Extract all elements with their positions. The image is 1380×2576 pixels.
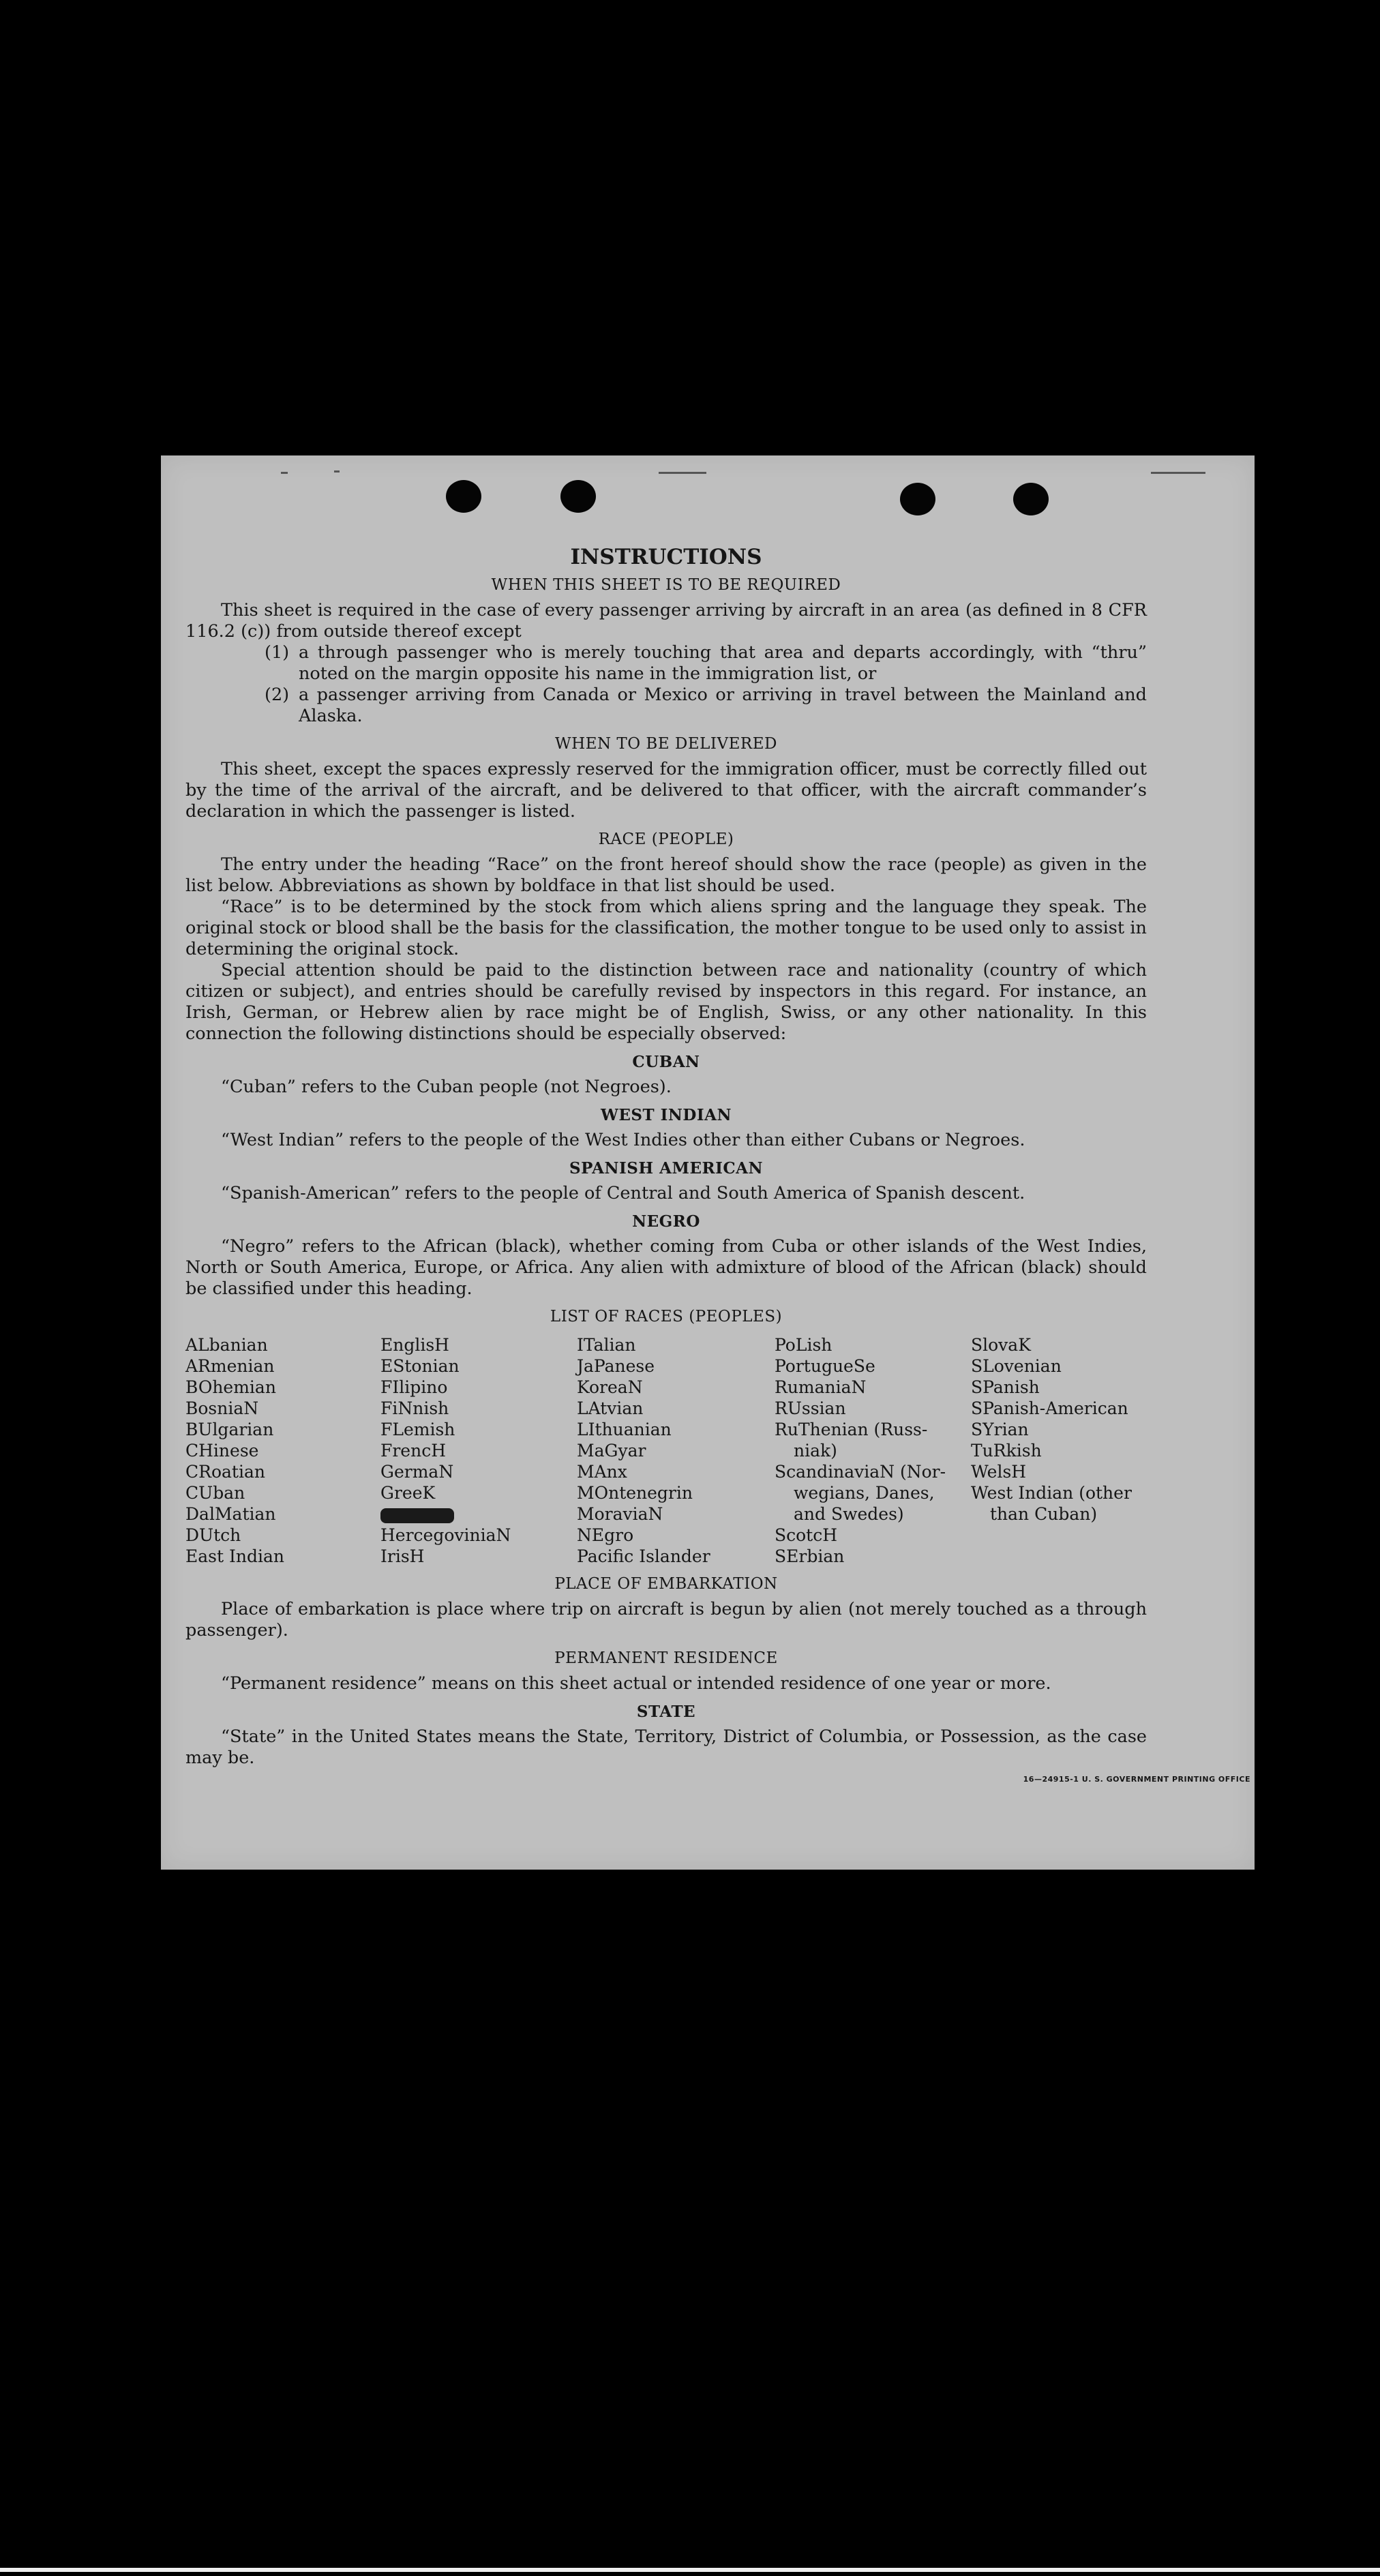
race-entry-redacted [380,1503,577,1525]
race-entry: Pacific Islander [577,1546,710,1566]
scan-mark [659,472,706,474]
race-entry: FrencH [380,1441,446,1461]
state-text: “State” in the United States means the State, Territory, District of Columbia, or Possession, as the case may be. [185,1726,1147,1768]
when-required-intro: This sheet is required in the case of every passenger arriving by aircraft in an area (as defined in 8 CFR 116.2 (c)) from outside thereof except [185,600,1147,642]
race-entry: PortugueSe [775,1356,875,1376]
heading-embarkation: PLACE OF EMBARKATION [554,1575,778,1593]
heading-negro: NEGRO [632,1212,700,1231]
exception-text: a passenger arriving from Canada or Mexico or arriving in travel between the Mainland and Alaska. [299,685,1147,726]
race-entry: BUlgarian [185,1420,274,1439]
punch-hole [560,480,596,513]
races-column [380,1334,577,1567]
punch-hole [446,480,481,513]
race-entry: FIlipino [380,1377,448,1397]
race-entry: BOhemian [185,1377,276,1397]
race-paragraph-2: “Race” is to be determined by the stock from which aliens spring and the language they speak. The original stock or blood shall be the basis for the classification, the mother tongue to be used only to assist in determining the original stock. [185,897,1147,959]
race-entry: MoraviaN [577,1504,663,1524]
exception-number: (1) [265,642,290,663]
scan-mark [334,470,340,473]
exception-text: a through passenger who is merely touching that area and departs accordingly, with “thru” noted on the margin opposite his name in the immigration list, or [299,642,1147,684]
race-entry: SYrian [971,1420,1029,1439]
footer-row [185,1769,1250,1790]
embarkation-text: Place of embarkation is place where trip on aircraft is begun by alien (not merely touched as a through passenger). [185,1599,1147,1641]
race-entry: ITalian [577,1335,636,1355]
race-entry: LAtvian [577,1398,644,1418]
negro-text: “Negro” refers to the African (black), whether coming from Cuba or other islands of the West Indies, North or South America, Europe, or Africa. Any alien with admixture of blood of the African (black) should be classified under this heading. [185,1236,1147,1299]
race-entry: FiNnish [380,1398,449,1418]
race-entry: IrisH [380,1546,425,1566]
heading-race: RACE (PEOPLE) [598,830,734,848]
race-entry: ARmenian [185,1356,275,1376]
race-paragraph-3: Special attention should be paid to the distinction between race and nationality (country of which citizen or subject), and entries should be carefully revised by inspectors in this regard. For instance, an Irish, German, or Hebrew alien by race might be of English, Swiss, or any other nationality. In this connection the following distinctions should be especially observed: [185,960,1147,1044]
scan-mark [281,472,288,474]
print-code: 16—24915-1 U. S. GOVERNMENT PRINTING OFFICE [1023,1775,1250,1784]
page-title: INSTRUCTIONS [570,545,762,569]
race-entry: East Indian [185,1546,284,1566]
race-entry: ScotcH [775,1525,838,1545]
race-entry: RuThenian (Russ- [775,1420,928,1439]
races-list [185,1334,1147,1567]
race-entry: HercegoviniaN [380,1525,511,1545]
race-entry: CRoatian [185,1462,265,1482]
race-entry: NEgro [577,1525,634,1545]
race-entry-continued: wegians, Danes, [794,1483,935,1503]
race-entry: KoreaN [577,1377,643,1397]
race-entry: DUtch [185,1525,241,1545]
race-entry: MOntenegrin [577,1483,693,1503]
race-entry: EStonian [380,1356,460,1376]
exception-number: (2) [265,685,290,705]
heading-cuban: CUBAN [632,1053,700,1071]
race-entry: SErbian [775,1546,845,1566]
race-entry: SLovenian [971,1356,1062,1376]
race-entry: MaGyar [577,1441,646,1461]
race-entry-continued: niak) [794,1441,837,1461]
residence-text: “Permanent residence” means on this sheet actual or intended residence of one year or more. [221,1673,1051,1694]
when-delivered-text: This sheet, except the spaces expressly reserved for the immigration officer, must be correctly filled out by the time of the arrival of the aircraft, and be delivered to that officer, with the aircraft commander’s declaration in which the passenger is listed. [185,759,1147,822]
heading-west-indian: WEST INDIAN [601,1106,732,1124]
exception-item [265,642,1147,685]
race-entry: RUssian [775,1398,846,1418]
scan-edge-line [0,2568,1380,2572]
cuban-text: “Cuban” refers to the Cuban people (not Negroes). [221,1077,672,1097]
race-entry: FLemish [380,1420,455,1439]
heading-races-list: LIST OF RACES (PEOPLES) [550,1308,783,1326]
race-entry: WelsH [971,1462,1027,1482]
race-entry: CHinese [185,1441,259,1461]
heading-residence: PERMANENT RESIDENCE [554,1649,778,1667]
race-entry: CUban [185,1483,245,1503]
race-entry: GreeK [380,1483,436,1503]
heading-when-delivered: WHEN TO BE DELIVERED [555,735,777,753]
race-entry: ScandinaviaN (Nor- [775,1462,946,1482]
race-entry: BosniaN [185,1398,259,1418]
punch-hole [1013,483,1049,515]
race-entry: GermaN [380,1462,454,1482]
race-entry: TuRkish [971,1441,1042,1461]
redaction-mark [380,1508,454,1523]
sheet-content [185,545,1250,1790]
race-entry-continued: than Cuban) [990,1504,1098,1524]
west-indian-text: “West Indian” refers to the people of the West Indies other than either Cubans or Negroes. [221,1130,1025,1150]
race-entry: PoLish [775,1335,832,1355]
race-paragraph-1: The entry under the heading “Race” on the front hereof should show the race (people) as given in the list below. Abbreviations as shown by boldface in that list should be used. [185,854,1147,896]
races-column [971,1334,1141,1567]
heading-spanish-american: SPANISH AMERICAN [569,1159,764,1178]
race-entry: SPanish [971,1377,1040,1397]
race-entry-continued: and Swedes) [794,1504,904,1524]
punch-hole [900,483,935,515]
race-entry: MAnx [577,1462,627,1482]
race-entry: DalMatian [185,1504,276,1524]
race-entry: West Indian (other [971,1483,1132,1503]
race-entry: JaPanese [577,1356,655,1376]
instruction-sheet [161,455,1255,1870]
race-entry: ALbanian [185,1335,268,1355]
heading-state: STATE [636,1703,696,1721]
races-column [577,1334,775,1567]
scan-mark [1151,472,1205,474]
races-column [775,1334,971,1567]
race-entry: RumaniaN [775,1377,867,1397]
races-column [185,1334,380,1567]
spanish-american-text: “Spanish-American” refers to the people of Central and South America of Spanish descent. [221,1183,1025,1203]
race-entry: EnglisH [380,1335,449,1355]
race-entry: LIthuanian [577,1420,672,1439]
heading-when-required: WHEN THIS SHEET IS TO BE REQUIRED [491,576,841,594]
exception-item [265,685,1147,727]
race-entry: SlovaK [971,1335,1031,1355]
race-entry: SPanish-American [971,1398,1128,1418]
